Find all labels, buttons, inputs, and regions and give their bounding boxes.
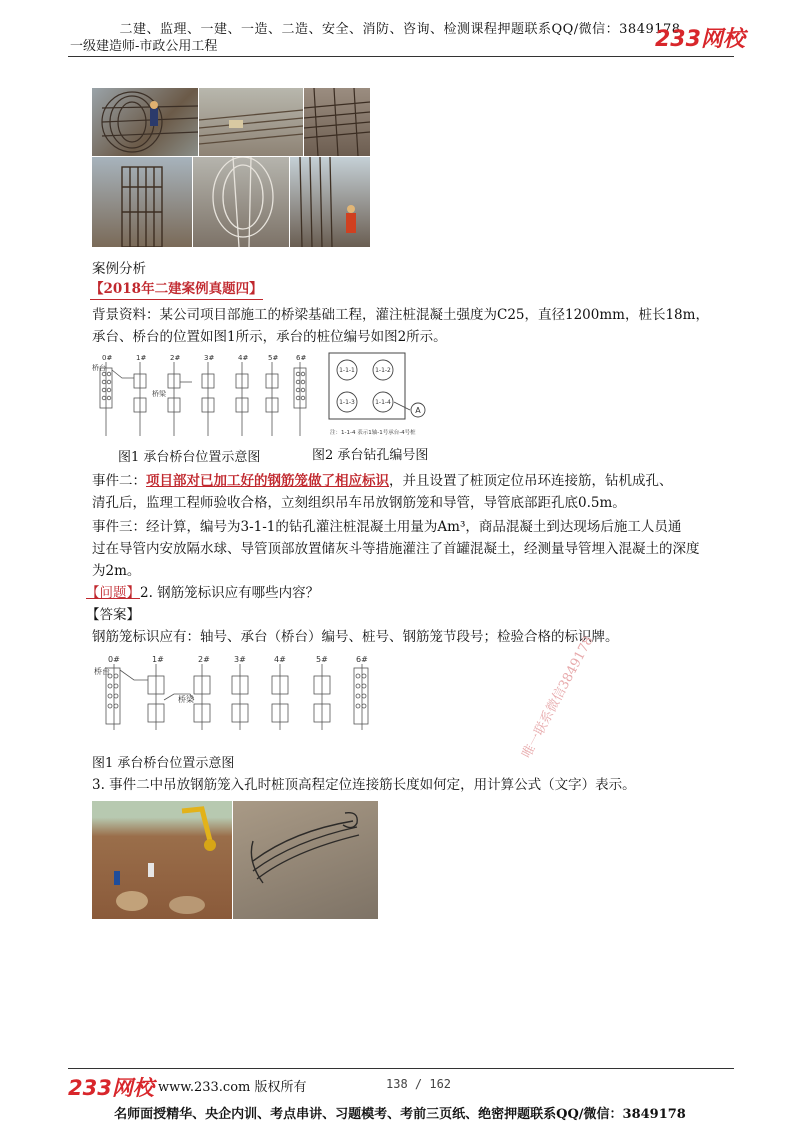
case-tag: 【2018年二建案例真题四】 [90, 280, 263, 300]
excavation-photo [92, 801, 232, 919]
footer-promo-line: 名师面授精华、央企内训、考点串讲、习题模考、考前三页纸、绝密押题联系QQ/微信：3849178 [114, 1107, 686, 1122]
section-title: 案例分析 [92, 261, 146, 277]
fig1b-caption: 图1 承台桥台位置示意图 [92, 756, 235, 771]
event3-line-2: 过在导管内安放隔水球、导管顶部放置储灰斗等措施灌注了首罐混凝土，经测量导管埋入混凝土的深度 [92, 541, 700, 557]
event2-rest: ，并且设置了桩顶定位吊环连接筋，钻机成孔、 [389, 473, 673, 489]
fig1b-left-label: 桥台 [94, 667, 110, 676]
answer-tag: 【答案】 [86, 607, 140, 623]
fig1b-axis-3: 3# [234, 655, 246, 664]
fig2-note: 注：1-1-4 表示1轴-1号承台-4号桩 [330, 430, 416, 436]
rebar-cage-photo-5 [193, 157, 289, 247]
fig1-axis-1: 1# [136, 354, 147, 362]
rebar-cage-photo-2 [199, 88, 303, 156]
answer-text: 钢筋笼标识应有：轴号、承台（桥台）编号、桩号、钢筋笼节段号；检验合格的标识牌。 [92, 629, 619, 645]
fig1b-axis-4: 4# [274, 655, 286, 664]
question2-text: 2. 钢筋笼标识应有哪些内容？ [140, 585, 320, 601]
brand-logo: 233网校 [655, 27, 745, 52]
rebar-cage-photo-4 [92, 157, 192, 247]
fig1-mid-label: 桥梁 [152, 390, 166, 398]
question2 [86, 582, 319, 604]
footer-site: www.233.com 版权所有 [158, 1080, 307, 1095]
fig1-diagram [92, 352, 314, 436]
footer-logo: 233网校 [68, 1076, 154, 1100]
fig2-cell-3: 1-1-3 [339, 399, 355, 406]
header-promo-line: 二建、监理、一建、一造、二造、安全、消防、咨询、检测课程押题联系QQ/微信：3849178 [119, 22, 681, 37]
event2-line-1 [92, 470, 752, 492]
fig2-caption: 图2 承台钻孔编号图 [312, 448, 429, 463]
header-subtitle: 一级建造师-市政公用工程 [70, 39, 218, 54]
fig1b-axis-1: 1# [152, 655, 164, 664]
event2-prefix: 事件二： [92, 473, 146, 489]
event3-line-3: 为2m。 [92, 563, 141, 579]
header-divider [68, 56, 734, 57]
fig1b-axis-5: 5# [316, 655, 328, 664]
rebar-hook-photo [233, 801, 378, 919]
event2-highlight: 项目部对已加工好的钢筋笼做了相应标识 [146, 473, 389, 489]
rebar-cage-photo-6 [290, 157, 370, 247]
rebar-cage-photo-1 [92, 88, 198, 156]
footer-divider [68, 1068, 734, 1069]
event3-line-1: 事件三：经计算，编号为3-1-1的钻孔灌注桩混凝土用量为Am³，商品混凝土到达现场后施工人员通 [92, 519, 682, 535]
fig2-axis-marker: A [415, 406, 421, 415]
page-number: 138 / 162 [386, 1077, 452, 1091]
fig1b-axis-6: 6# [356, 655, 368, 664]
fig1-axis-0: 0# [102, 354, 113, 362]
fig1-axis-6: 6# [296, 354, 307, 362]
event2-line-2: 清孔后，监理工程师验收合格，立刻组织吊车吊放钢筋笼和导管，导管底部距孔底0.5m。 [92, 495, 626, 511]
background-line-1: 背景资料：某公司项目部施工的桥梁基础工程，灌注桩混凝土强度为C25，直径1200mm，桩长18m， [92, 307, 709, 323]
watermark-text: 唯一联系微信3849178 [519, 633, 597, 761]
fig1-caption: 图1 承台桥台位置示意图 [118, 450, 261, 465]
fig1b-axis-2: 2# [198, 655, 210, 664]
rebar-cage-photo-3 [304, 88, 370, 156]
fig1-axis-3: 3# [204, 354, 215, 362]
background-line-2: 承台、桥台的位置如图1所示，承台的桩位编号如图2所示。 [92, 329, 447, 345]
fig1-axis-2: 2# [170, 354, 181, 362]
fig1b-axis-0: 0# [108, 655, 120, 664]
fig2-cell-2: 1-1-2 [375, 367, 391, 374]
fig1b-diagram [94, 654, 384, 730]
question3: 3. 事件二中吊放钢筋笼入孔时桩顶高程定位连接筋长度如何定，用计算公式（文字）表示。 [92, 777, 636, 793]
fig2-cell-1: 1-1-1 [339, 367, 355, 374]
fig1-axis-4: 4# [238, 354, 249, 362]
fig1-axis-5: 5# [268, 354, 279, 362]
fig2-cell-4: 1-1-4 [375, 399, 391, 406]
fig1-left-label: 桥台 [92, 364, 106, 372]
fig2-diagram [328, 352, 434, 438]
question-tag: 【问题】 [86, 585, 140, 601]
fig1b-mid-label: 桥梁 [178, 695, 194, 704]
